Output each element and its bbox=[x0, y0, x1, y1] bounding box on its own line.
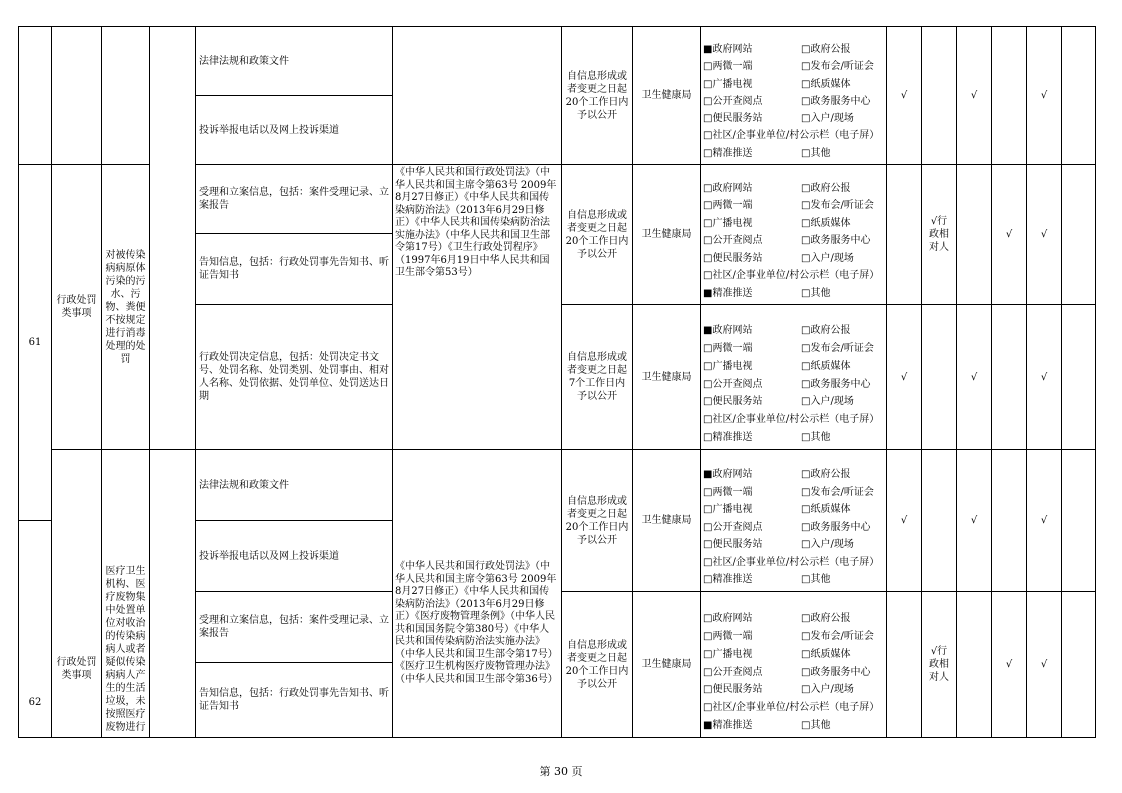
channel-item: □公开查阅点 bbox=[703, 666, 763, 678]
channel-item: □政务服务中心 bbox=[801, 235, 871, 247]
row-62-basis-cell bbox=[392, 449, 562, 738]
channel-item: □广播电视 bbox=[703, 78, 753, 90]
channel-item: □入户/现场 bbox=[801, 539, 854, 551]
channel-item: □广播电视 bbox=[703, 648, 753, 660]
row-61-mark-col3-1: √ bbox=[956, 26, 992, 165]
channel-item: □公开查阅点 bbox=[703, 235, 763, 247]
row-62-mark-col5-2: √ bbox=[1026, 591, 1062, 738]
channel-item: □政务服务中心 bbox=[801, 666, 871, 678]
row-61-number: 61 bbox=[18, 164, 52, 521]
channel-item: □其他 bbox=[801, 147, 831, 159]
row-61-mark-col4-3 bbox=[991, 304, 1027, 450]
row-61-channels-1 bbox=[700, 26, 887, 165]
row-61-mark-col2-1 bbox=[921, 26, 957, 165]
row-62-mark-col1-1: √ bbox=[886, 449, 922, 592]
row-61-item-1: 法律法规和政策文件 bbox=[195, 26, 393, 96]
row-62-dept-2: 卫生健康局 bbox=[632, 591, 701, 738]
row-61-category-top-cell bbox=[51, 26, 102, 165]
row-62-mark-col2-2: √行政相对人 bbox=[921, 591, 957, 738]
channel-item: □两微一端 bbox=[703, 61, 753, 73]
channel-item: □纸质媒体 bbox=[801, 78, 851, 90]
row-62-mark-col5-1: √ bbox=[1026, 449, 1062, 592]
channel-item: □社区/企事业单位/村公示栏（电子屏） bbox=[703, 414, 880, 426]
row-61-channels-3 bbox=[700, 304, 887, 450]
row-61-time-2: 自信息形成或者变更之日起20个工作日内予以公开 bbox=[561, 164, 633, 305]
channel-item: □纸质媒体 bbox=[801, 217, 851, 229]
row-62-basis: 《中华人民共和国行政处罚法》（中华人民共和国主席令第63号 2009年8月27日修正）《中华人民共和国传染病防治法》（2013年6月29日修正）《医疗废物管理条例》（中华人民共和国国务院令第380号）《中华人民共和国传染病防治法实施办法》（中华人民共和国卫生部令第17号）《医疗卫生机构医疗废物管理办法》（中华人民共和国卫生部令第36号） bbox=[395, 561, 558, 685]
channel-item: □发布会/听证会 bbox=[801, 61, 874, 73]
channel-item: □便民服务站 bbox=[703, 539, 763, 551]
page-number: 第 30 页 bbox=[539, 765, 583, 778]
row-62-mark-col6-2 bbox=[1061, 591, 1096, 738]
row-62-item-2: 投诉举报电话以及网上投诉渠道 bbox=[195, 520, 393, 592]
channel-item: □政府公报 bbox=[801, 325, 851, 336]
channel-item: □纸质媒体 bbox=[801, 504, 851, 516]
row-62-time-1: 自信息形成或者变更之日起20个工作日内予以公开 bbox=[561, 449, 633, 592]
channel-item: □社区/企事业单位/村公示栏（电子屏） bbox=[703, 556, 880, 568]
channel-item: □其他 bbox=[801, 720, 831, 732]
row-61-item-3: 受理和立案信息，包括：案件受理记录、立案报告 bbox=[195, 164, 393, 234]
channel-item: □政务服务中心 bbox=[801, 521, 871, 533]
channel-item: □发布会/听证会 bbox=[801, 486, 874, 498]
row-61-mark-col5-1: √ bbox=[1026, 26, 1062, 165]
row-61-category: 行政处罚类事项 bbox=[51, 164, 102, 450]
row-62-mark-col3-2 bbox=[956, 591, 992, 738]
channel-item: □广播电视 bbox=[703, 504, 753, 516]
channel-item: □发布会/听证会 bbox=[801, 200, 874, 212]
channel-item: □两微一端 bbox=[703, 486, 753, 498]
channel-item: □政务服务中心 bbox=[801, 95, 871, 107]
channel-item: □入户/现场 bbox=[801, 684, 854, 696]
channel-item: □两微一端 bbox=[703, 630, 753, 642]
row-61-number-top-cell bbox=[18, 26, 52, 165]
channel-item: ■政府网站 bbox=[703, 44, 753, 55]
channel-item: □政府公报 bbox=[801, 44, 851, 55]
channel-item: □两微一端 bbox=[703, 342, 753, 354]
row-61-mark-col2-3 bbox=[921, 304, 957, 450]
channel-item: □政务服务中心 bbox=[801, 378, 871, 390]
channel-item: □公开查阅点 bbox=[703, 95, 763, 107]
row-61-mark-col6-2 bbox=[1061, 164, 1096, 305]
row-61-mark-col5-2: √ bbox=[1026, 164, 1062, 305]
row-61-mark-col3-3: √ bbox=[956, 304, 992, 450]
row-61-time-3: 自信息形成或者变更之日起7个工作日内予以公开 bbox=[561, 304, 633, 450]
row-61-basis: 《中华人民共和国行政处罚法》（中华人民共和国主席令第63号 2009年8月27日修正）《中华人民共和国传染病防治法》（2013年6月29日修正）《中华人民共和国传染病防治法实施办法》（中华人民共和国卫生部令第17号）《卫生行政处罚程序》（1997年6月19日中华人民共和国卫生部令第53号） bbox=[392, 164, 562, 450]
row-62-mark-col4-2: √ bbox=[991, 591, 1027, 738]
row-61-mark-col2-2: √行政相对人 bbox=[921, 164, 957, 305]
channel-item: □社区/企事业单位/村公示栏（电子屏） bbox=[703, 270, 880, 282]
channel-item: □政府网站 bbox=[703, 613, 753, 624]
channel-item: □政府网站 bbox=[703, 183, 753, 194]
channel-item: □精准推送 bbox=[703, 574, 753, 586]
row-62-subject-cell bbox=[101, 449, 150, 738]
channel-item: □政府公报 bbox=[801, 183, 851, 194]
row-62-mark-col6-1 bbox=[1061, 449, 1096, 592]
channel-item: □便民服务站 bbox=[703, 113, 763, 125]
row-61-item-2: 投诉举报电话以及网上投诉渠道 bbox=[195, 95, 393, 165]
row-61-item-5: 行政处罚决定信息，包括：处罚决定书文号、处罚名称、处罚类别、处罚事由、相对人名称、处罚依据、处罚单位、处罚送达日期 bbox=[195, 304, 393, 450]
channel-item: □发布会/听证会 bbox=[801, 630, 874, 642]
channel-item: □公开查阅点 bbox=[703, 378, 763, 390]
row-61-mark-col5-3: √ bbox=[1026, 304, 1062, 450]
channel-item: □入户/现场 bbox=[801, 396, 854, 408]
row-61-mark-col4-2: √ bbox=[991, 164, 1027, 305]
channel-item: □社区/企事业单位/村公示栏（电子屏） bbox=[703, 702, 880, 714]
row-62-mark-col2-1 bbox=[921, 449, 957, 592]
row-61-mark-col6-3 bbox=[1061, 304, 1096, 450]
channel-item: ■精准推送 bbox=[703, 720, 753, 732]
row-62-item-3: 受理和立案信息，包括：案件受理记录、立案报告 bbox=[195, 591, 393, 663]
channel-item: □两微一端 bbox=[703, 200, 753, 212]
row-61-mark-col1-2 bbox=[886, 164, 922, 305]
row-61-dept-3: 卫生健康局 bbox=[632, 304, 701, 450]
row-61-basis-top-cell bbox=[392, 26, 562, 165]
channel-item: ■精准推送 bbox=[703, 287, 753, 299]
channel-item: □纸质媒体 bbox=[801, 648, 851, 660]
channel-item: □入户/现场 bbox=[801, 252, 854, 264]
row-62-channels-2 bbox=[700, 591, 887, 738]
channel-item: □精准推送 bbox=[703, 147, 753, 159]
channel-item: □发布会/听证会 bbox=[801, 342, 874, 354]
row-61-item-4: 告知信息，包括：行政处罚事先告知书、听证告知书 bbox=[195, 233, 393, 305]
row-62-subject: 医疗卫生机构、医疗废物集中处置单位对收治的传染病病人或者疑似传染病病人产生的生活垃圾，未按照医疗废物进行 bbox=[105, 566, 146, 733]
channel-item: □便民服务站 bbox=[703, 252, 763, 264]
row-61-mark-col4-1 bbox=[991, 26, 1027, 165]
channel-item: □其他 bbox=[801, 574, 831, 586]
row-62-item-1: 法律法规和政策文件 bbox=[195, 449, 393, 521]
row-62-blank-col bbox=[149, 449, 196, 738]
channel-item: □社区/企事业单位/村公示栏（电子屏） bbox=[703, 130, 880, 142]
row-61-blank-col bbox=[149, 26, 196, 450]
row-62-mark-col1-2 bbox=[886, 591, 922, 738]
channel-item: ■政府网站 bbox=[703, 325, 753, 336]
channel-item: □政府公报 bbox=[801, 613, 851, 624]
channel-item: □便民服务站 bbox=[703, 396, 763, 408]
channel-item: □政府公报 bbox=[801, 469, 851, 480]
row-62-mark-col4-1 bbox=[991, 449, 1027, 592]
row-61-mark-col3-2 bbox=[956, 164, 992, 305]
row-62-channels-1 bbox=[700, 449, 887, 592]
channel-item: □纸质媒体 bbox=[801, 360, 851, 372]
row-62-mark-col3-1: √ bbox=[956, 449, 992, 592]
channel-item: □公开查阅点 bbox=[703, 521, 763, 533]
channel-item: □其他 bbox=[801, 287, 831, 299]
channel-item: ■政府网站 bbox=[703, 469, 753, 480]
channel-item: □便民服务站 bbox=[703, 684, 763, 696]
channel-item: □其他 bbox=[801, 432, 831, 444]
row-61-dept-1: 卫生健康局 bbox=[632, 26, 701, 165]
row-61-mark-col6-1 bbox=[1061, 26, 1096, 165]
row-61-mark-col1-1: √ bbox=[886, 26, 922, 165]
row-62-category: 行政处罚类事项 bbox=[51, 449, 102, 738]
row-61-dept-2: 卫生健康局 bbox=[632, 164, 701, 305]
row-62-dept-1: 卫生健康局 bbox=[632, 449, 701, 592]
row-61-subject-top-cell bbox=[101, 26, 150, 165]
channel-item: □广播电视 bbox=[703, 217, 753, 229]
row-61-channels-2 bbox=[700, 164, 887, 305]
row-62-time-2: 自信息形成或者变更之日起20个工作日内予以公开 bbox=[561, 591, 633, 738]
row-62-number: 62 bbox=[18, 520, 52, 738]
row-61-subject: 对被传染病病原体污染的污水、污物、粪便不按规定进行消毒处理的处罚 bbox=[101, 164, 150, 450]
channel-item: □广播电视 bbox=[703, 360, 753, 372]
channel-item: □入户/现场 bbox=[801, 113, 854, 125]
row-61-mark-col1-3: √ bbox=[886, 304, 922, 450]
channel-item: □精准推送 bbox=[703, 432, 753, 444]
row-61-time-1: 自信息形成或者变更之日起20个工作日内予以公开 bbox=[561, 26, 633, 165]
row-62-item-4: 告知信息，包括：行政处罚事先告知书、听证告知书 bbox=[195, 662, 393, 738]
